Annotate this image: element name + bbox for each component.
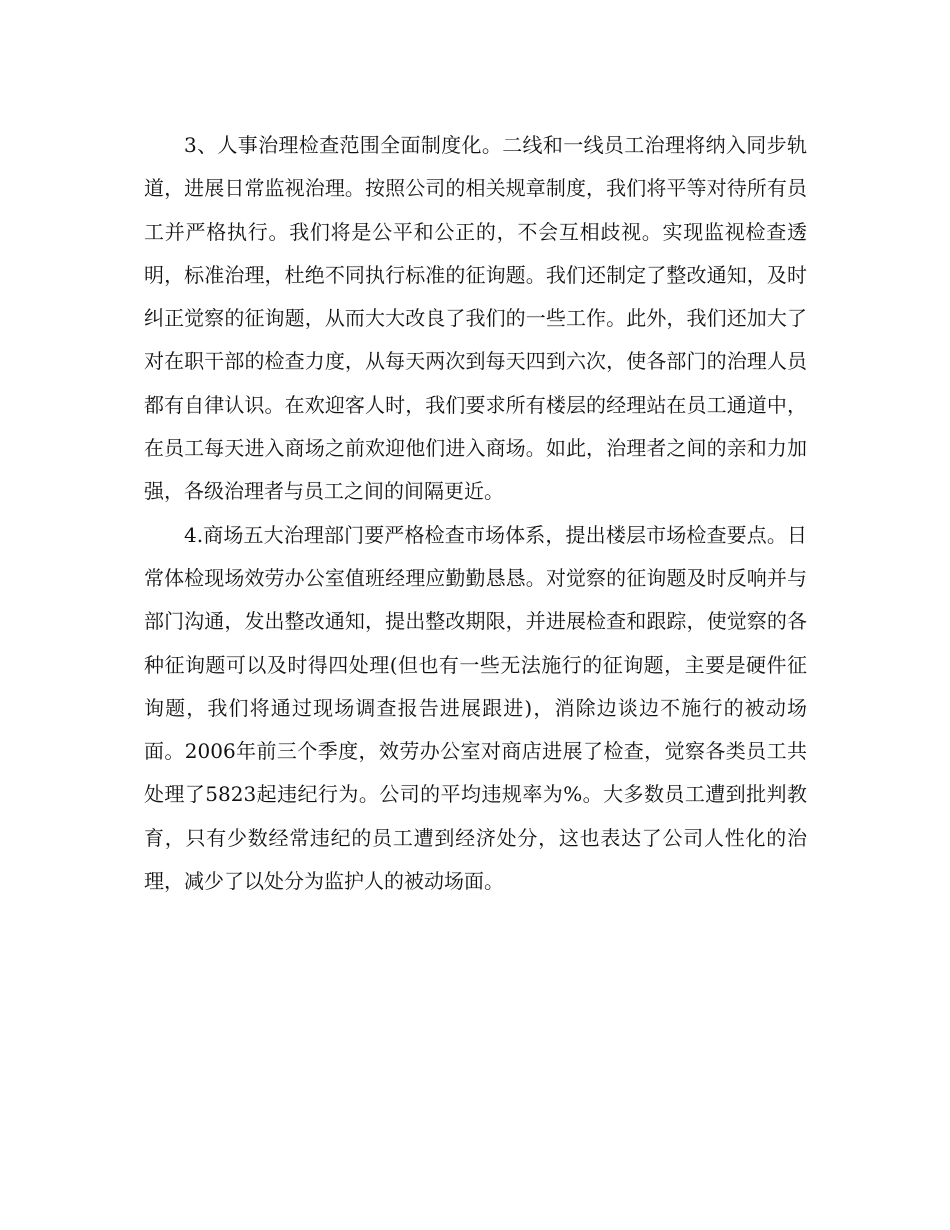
paragraph-3-personnel-inspection: 3、人事治理检查范围全面制度化。二线和一线员工治理将纳入同步轨道，进展日常监视治理。按照公司的相关规章制度，我们将平等对待所有员工并严格执行。我们将是公平和公正的，不会互相歧视。实现监视检查透明，标准治理，杜绝不同执行标准的征询题。我们还制定了整改通知，及时纠正觉察的征询题，从而大大改良了我们的一些工作。此外，我们还加大了对在职干部的检查力度，从每天两次到每天四到六次，使各部门的治理人员都有自律认识。在欢迎客人时，我们要求所有楼层的经理站在员工通道中，在员工每天进入商场之前欢迎他们进入商场。如此，治理者之间的亲和力加强，各级治理者与员工之间的间隔更近。: [144, 133, 807, 504]
document-body: [144, 124, 807, 903]
paragraph-4-market-inspection: 4.商场五大治理部门要严格检查市场体系，提出楼层市场检查要点。日常体检现场效劳办公室值班经理应勤勤恳恳。对觉察的征询题及时反响并与部门沟通，发出整改通知，提出整改期限，并进展检查和跟踪，使觉察的各种征询题可以及时得四处理(但也有一些无法施行的征询题，主要是硬件征询题，我们将通过现场调查报告进展跟进)，消除边谈边不施行的被动场面。2006年前三个季度，效劳办公室对商店进展了检查，觉察各类员工共处理了5823起违纪行为。公司的平均违规率为%。大多数员工遭到批判教育，只有少数经常违纪的员工遭到经济处分，这也表达了公司人性化的治理，减少了以处分为监护人的被动场面。: [144, 522, 807, 894]
